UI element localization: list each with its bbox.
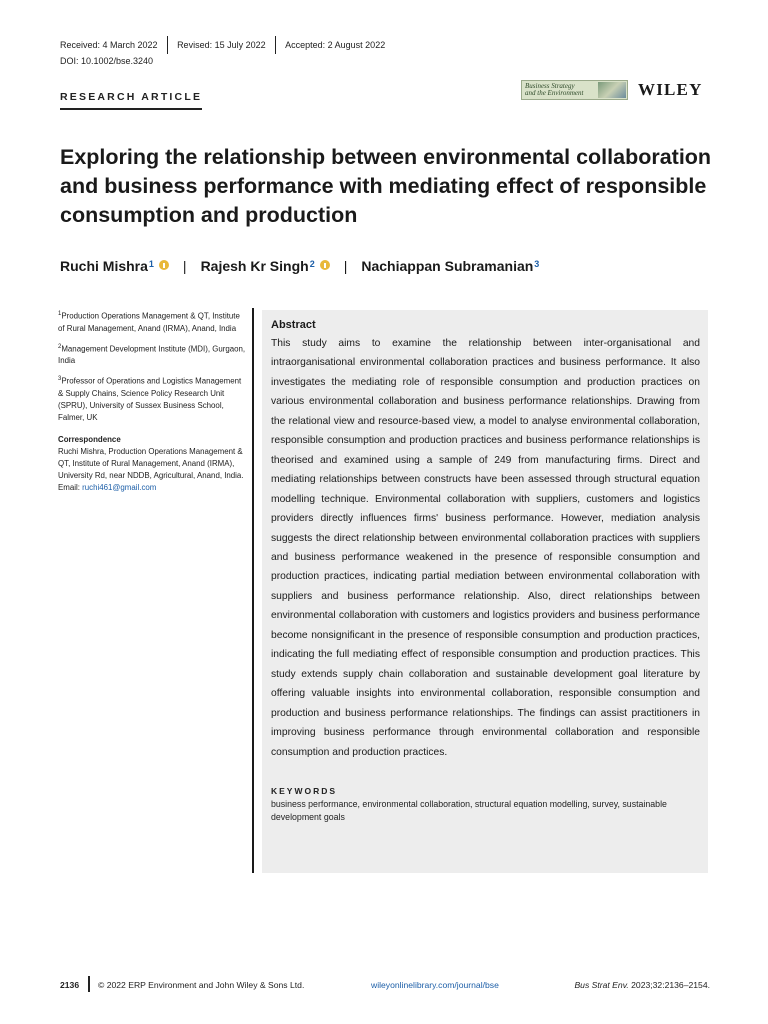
received-date: Received: 4 March 2022: [60, 40, 158, 50]
article-title: Exploring the relationship between environmental collaboration and business performance with mediating effect of responsible consumption and production: [60, 145, 712, 227]
abstract-box: [262, 310, 708, 873]
abstract-text: This study aims to examine the relationship between inter-organisational and intraorganisational environmental collaboration practices and business performance. It also investigates the mediating role of responsible consumption and production practices on various environmental collaboration and business performance relationships. Drawing from the relational view and resource-based view, a model to analyse environmental collaboration, responsible consumption and production practices and business performance relationships is theorised and examined using a sample of 249 from manufacturing firms. Direct and mediating relationships between constructs have been assessed through structural equation modelling technique. Environmental collaboration with suppliers, customers and logistics providers directly influences firms' business performance. However, mediation analysis suggests the direct relationship between environmental collaboration practices with suppliers and business performance weakened in the presence of responsible consumption and production practices, indicating partial mediation between environmental collaboration with suppliers and business performance relationship. Also, direct relationships between environmental collaboration with customers and logistics providers and business performance become nonsignificant in the presence of responsible consumption and production practices, indicating the full mediating effect of responsible consumption and production practices. This study extends supply chain collaboration and sustainable development goal literature by offering valuable insights into environmental collaboration, responsible consumption and production and business performance relationships. The findings can assist practitioners in improving business performance through environmental collaboration and responsible consumption and production practices.: [271, 338, 700, 758]
date-separator: [275, 36, 277, 54]
author-name[interactable]: Nachiappan Subramanian: [361, 258, 534, 274]
author-list: [60, 258, 539, 274]
publisher-logo[interactable]: WILEY: [638, 80, 703, 99]
correspondence-email-link[interactable]: ruchi461@gmail.com: [82, 482, 157, 492]
article-type: RESEARCH ARTICLE: [60, 91, 202, 110]
page-footer: [60, 980, 710, 994]
author-name[interactable]: Rajesh Kr Singh: [200, 258, 309, 274]
keywords-heading: KEYWORDS: [271, 785, 338, 796]
affiliation: $^1$Production Operations Management & QT, Institute of Rural Management, Anand (IRMA), Anand, India: [58, 311, 240, 333]
author-name[interactable]: Ruchi Mishra: [60, 258, 148, 274]
copyright: © 2022 ERP Environment and John Wiley & Sons Ltd.: [98, 980, 305, 990]
date-separator: [167, 36, 169, 54]
correspondence-heading: Correspondence: [58, 434, 121, 444]
journal-cover-image: [598, 82, 626, 98]
journal-logo-text: Business Strategy and the Environment: [525, 81, 584, 97]
orcid-icon[interactable]: [320, 260, 330, 270]
accepted-date: Accepted: 2 August 2022: [285, 40, 386, 50]
page-number: 2136: [60, 980, 80, 990]
keywords-text: business performance, environmental collaboration, structural equation modelling, survey, sustainable development goals: [271, 798, 667, 822]
doi[interactable]: DOI: 10.1002/bse.3240: [60, 56, 154, 66]
column-divider: [252, 308, 254, 873]
citation: Bus Strat Env. 2023;32:2136–2154.: [574, 980, 710, 990]
affiliation: $^2$Management Development Institute (MDI), Gurgaon, India: [58, 343, 246, 366]
author-affil-ref[interactable]: 1: [148, 259, 154, 269]
affiliation: $^3$Professor of Operations and Logistics Management & Supply Chains, Science Policy Research Unit (SPRU), University of Sussex Business School, Falmer, UK: [58, 376, 242, 422]
author-affil-ref[interactable]: 3: [534, 259, 540, 269]
affiliations-column: [58, 308, 248, 494]
footer-separator: [88, 976, 90, 992]
author-affil-ref[interactable]: 2: [309, 259, 315, 269]
author-separator: |: [182, 258, 187, 274]
article-dates: [60, 38, 385, 56]
author-separator: |: [343, 258, 348, 274]
abstract-heading: Abstract: [271, 319, 316, 331]
orcid-icon[interactable]: [159, 260, 169, 270]
correspondence-text: Ruchi Mishra, Production Operations Management & QT, Institute of Rural Management, Anand (IRMA), University Rd, near NDDB, Agricultural, Anand, India. Email: ruchi461@gmail.com: [58, 446, 244, 492]
journal-logo[interactable]: [521, 80, 628, 100]
revised-date: Revised: 15 July 2022: [177, 40, 266, 50]
journal-link[interactable]: wileyonlinelibrary.com/journal/bse: [371, 980, 499, 990]
